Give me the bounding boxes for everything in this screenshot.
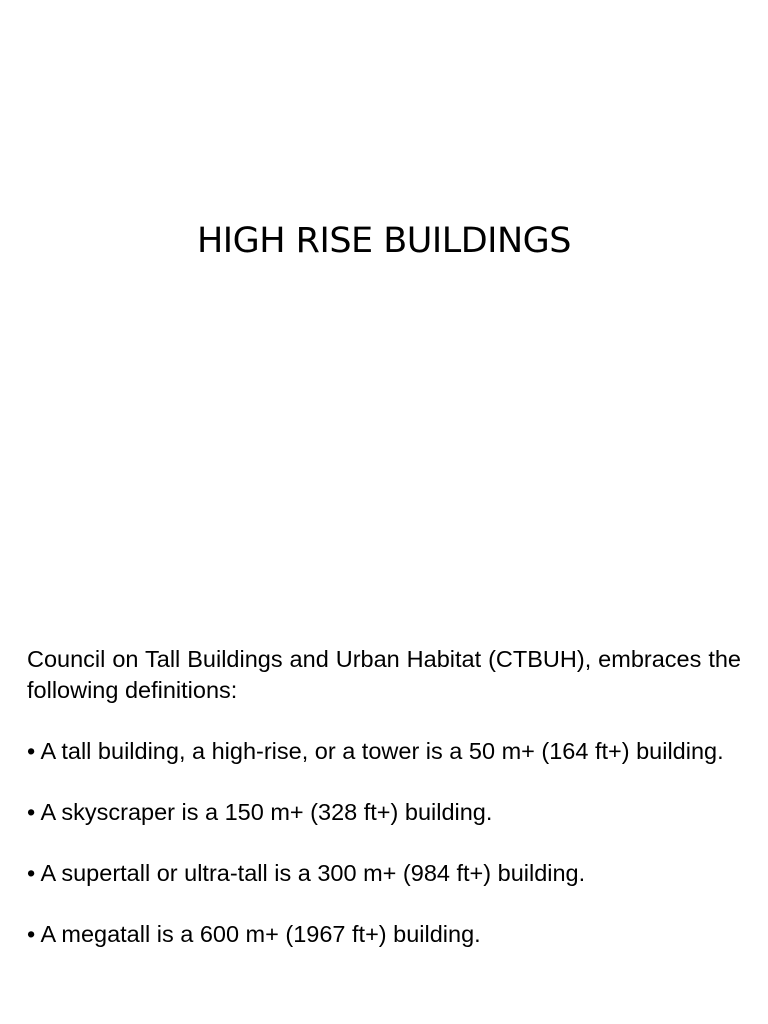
definition-item: • A tall building, a high-rise, or a tower is a 50 m+ (164 ft+) building. — [27, 738, 724, 764]
body-text — [27, 644, 741, 950]
definition-list — [27, 736, 741, 950]
definition-item: • A skyscraper is a 150 m+ (328 ft+) building. — [27, 799, 493, 825]
definition-item: • A supertall or ultra-tall is a 300 m+ (984 ft+) building. — [27, 860, 586, 886]
definition-item: • A megatall is a 600 m+ (1967 ft+) building. — [27, 921, 481, 947]
page-title: HIGH RISE BUILDINGS — [196, 221, 572, 261]
intro-paragraph: Council on Tall Buildings and Urban Habitat (CTBUH), embraces the following definitions: — [27, 646, 741, 703]
